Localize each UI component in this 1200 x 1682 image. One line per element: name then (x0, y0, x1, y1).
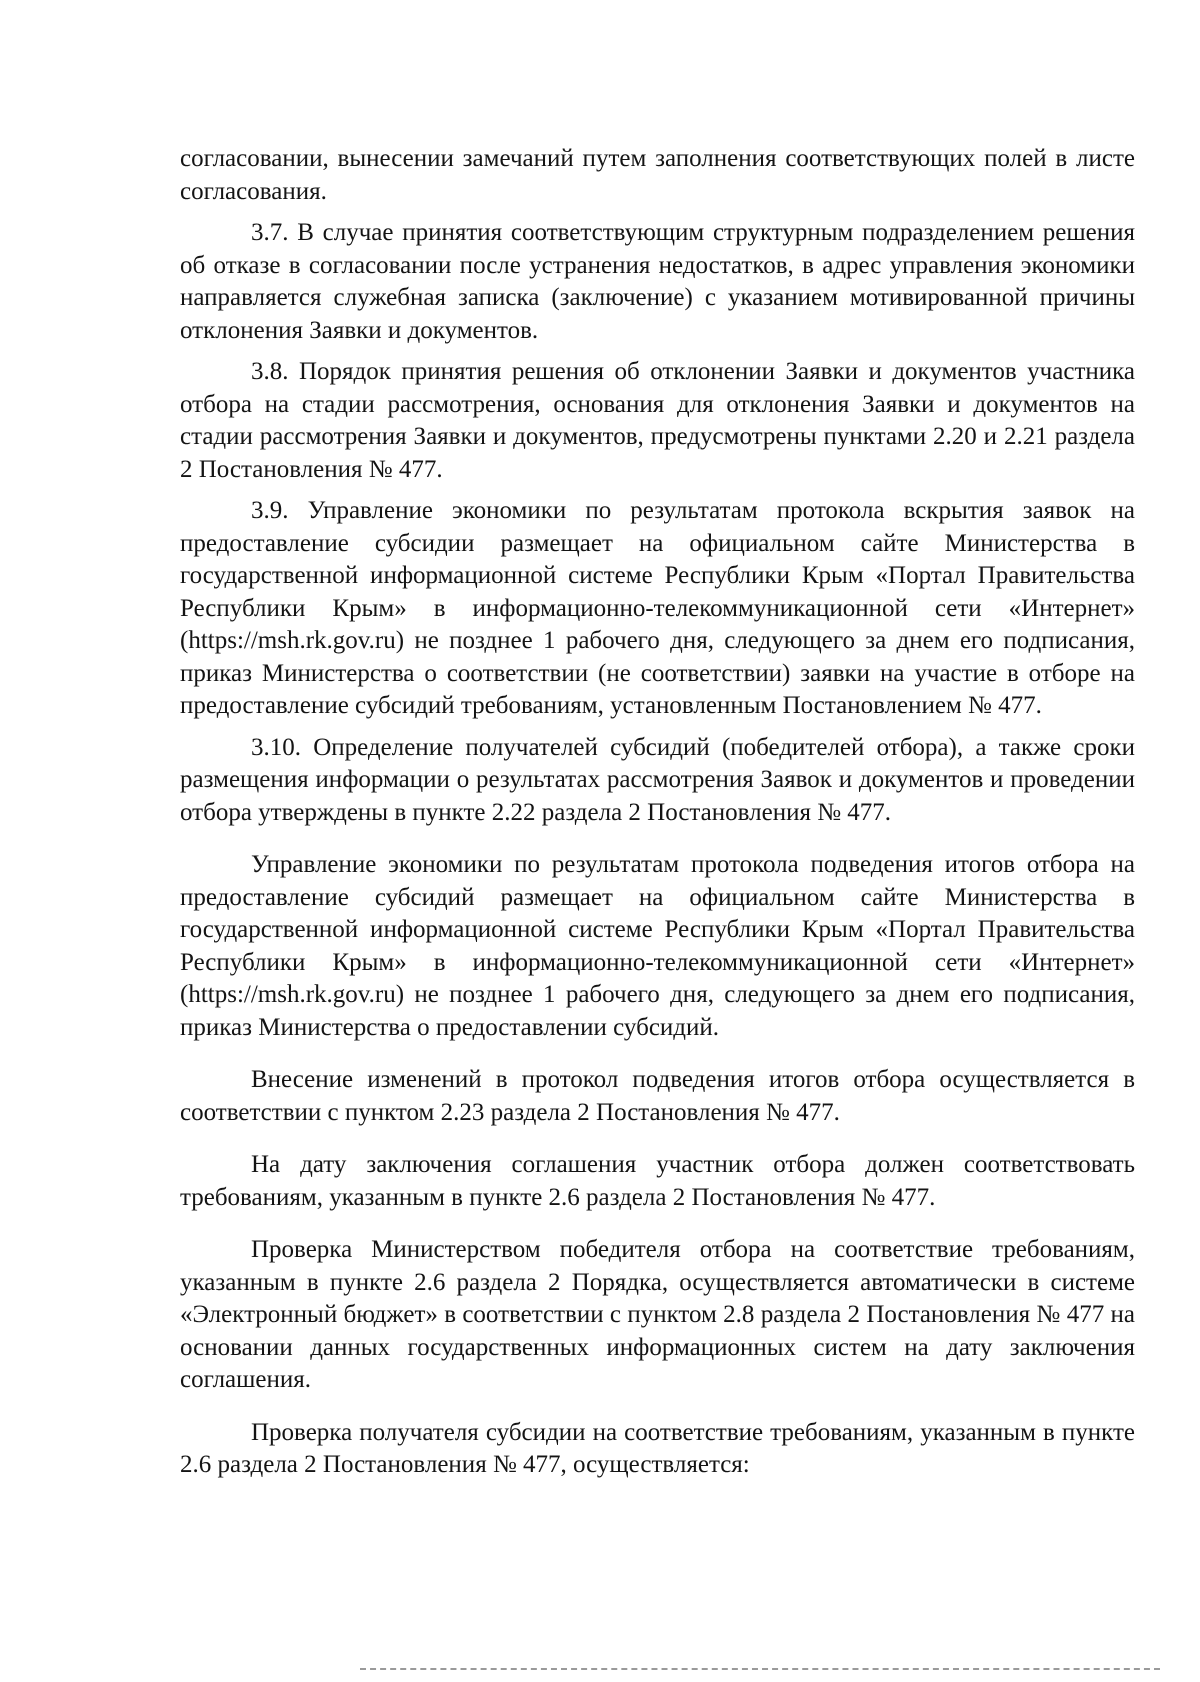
paragraph-3-10: 3.10. Определение получателей субсидий (победителей отбора), а также сроки размещения информации о результатах рассмотрения Заявок и документов и проведении отбора утверждены в пункте 2.22 раздела 2 Постановления № 477. (180, 733, 1135, 826)
paragraph-results-publication: Управление экономики по результатам протокола подведения итогов отбора на предоставление субсидий размещает на официальном сайте Министерства в государственной информационной системе Республики Крым «Портал Правительства Республики Крым» в информационно-телекоммуникационной сети «Интернет» (https://msh.rk.gov.ru) не позднее 1 рабочего дня, следующего за днем его подписания, приказ Министерства о предоставлении субсидий. (180, 851, 1135, 1041)
scan-artifact-line (360, 1668, 1160, 1670)
paragraph-recipient-check: Проверка получателя субсидии на соответствие требованиям, указанным в пункте 2.6 раздела 2 Постановления № 477, осуществляется: (180, 1418, 1135, 1478)
paragraph-protocol-changes: Внесение изменений в протокол подведения итогов отбора осуществляется в соответствии с пунктом 2.23 раздела 2 Постановления № 477. (180, 1066, 1135, 1126)
paragraph-continuation: согласовании, вынесении замечаний путем заполнения соответствующих полей в листе согласования. (180, 145, 1135, 205)
paragraph-3-7: 3.7. В случае принятия соответствующим структурным подразделением решения об отказе в согласовании после устранения недостатков, в адрес управления экономики направляется служебная записка (заключение) с указанием мотивированной причины отклонения Заявки и документов. (180, 219, 1135, 344)
paragraph-3-8: 3.8. Порядок принятия решения об отклонении Заявки и документов участника отбора на стадии рассмотрения, основания для отклонения Заявки и документов на стадии рассмотрения Заявки и документов, предусмотрены пунктами 2.20 и 2.21 раздела 2 Постановления № 477. (180, 358, 1135, 483)
document-body (180, 143, 1135, 1491)
paragraph-3-9: 3.9. Управление экономики по результатам протокола вскрытия заявок на предоставление субсидии размещает на официальном сайте Министерства в государственной информационной системе Республики Крым «Портал Правительства Республики Крым» в информационно-телекоммуникационной сети «Интернет» (https://msh.rk.gov.ru) не позднее 1 рабочего дня, следующего за днем его подписания, приказ Министерства о соответствии (не соответствии) заявки на участие в отборе на предоставление субсидий требованиям, установленным Постановлением № 477. (180, 497, 1135, 719)
paragraph-agreement-date: На дату заключения соглашения участник отбора должен соответствовать требованиям, указанным в пункте 2.6 раздела 2 Постановления № 477. (180, 1151, 1135, 1211)
paragraph-winner-check: Проверка Министерством победителя отбора на соответствие требованиям, указанным в пункте 2.6 раздела 2 Порядка, осуществляется автоматически в системе «Электронный бюджет» в соответствии с пунктом 2.8 раздела 2 Постановления № 477 на основании данных государственных информационных систем на дату заключения соглашения. (180, 1236, 1135, 1393)
